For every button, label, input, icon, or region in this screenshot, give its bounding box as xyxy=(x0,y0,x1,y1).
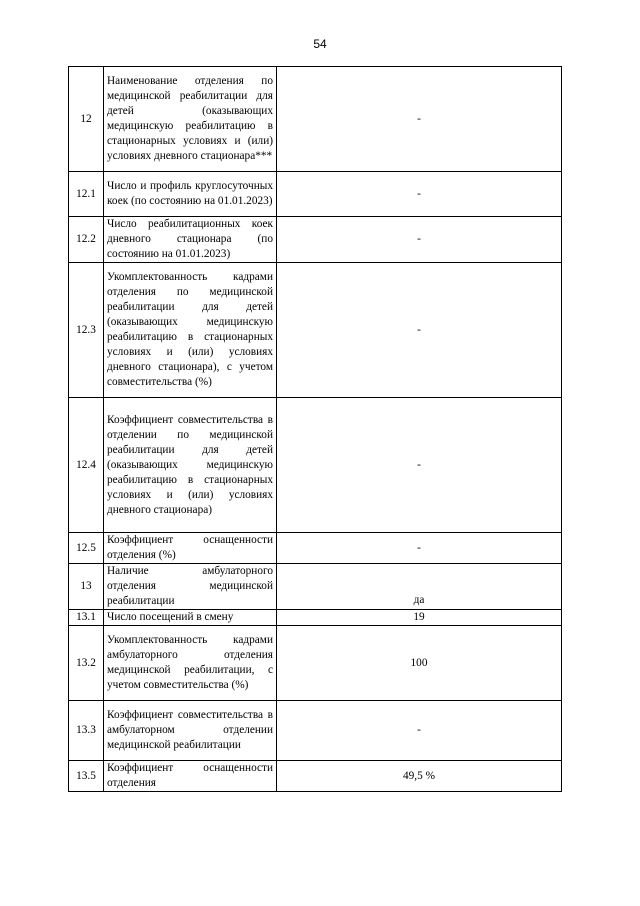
table-row xyxy=(69,67,562,172)
row-name: Коэффициент совместительства в отделении по медицинской реабилитации для детей (оказывающих медицинскую реабилитацию в стационарных условиях и (или) условиях дневного стационара) xyxy=(104,398,277,533)
row-name: Укомплектованность кадрами амбулаторного отделения медицинской реабилитации, с учетом совместительства (%) xyxy=(104,626,277,701)
row-number: 12.3 xyxy=(69,263,104,398)
row-name: Наименование отделения по медицинской реабилитации для детей (оказывающих медицинскую реабилитацию в стационарных условиях и (или) условиях дневного стационара*** xyxy=(104,67,277,172)
table-row xyxy=(69,701,562,761)
row-number: 13 xyxy=(69,564,104,610)
row-number: 13.5 xyxy=(69,761,104,792)
table-row xyxy=(69,626,562,701)
row-name: Число реабилитационных коек дневного стационара (по состоянию на 01.01.2023) xyxy=(104,217,277,263)
row-value: - xyxy=(277,67,562,172)
row-name: Наличие амбулаторного отделения медицинской реабилитации xyxy=(104,564,277,610)
row-number: 12.4 xyxy=(69,398,104,533)
indicators-table xyxy=(68,66,562,792)
table-row xyxy=(69,398,562,533)
page-number: 54 xyxy=(313,37,327,51)
row-name: Коэффициент совместительства в амбулаторном отделении медицинской реабилитации xyxy=(104,701,277,761)
table-row xyxy=(69,172,562,217)
row-number: 12.2 xyxy=(69,217,104,263)
table-row xyxy=(69,564,562,610)
row-number: 13.1 xyxy=(69,610,104,626)
row-name: Коэффициент оснащенности отделения xyxy=(104,761,277,792)
row-value: да xyxy=(277,564,562,610)
table-row xyxy=(69,533,562,564)
row-value: - xyxy=(277,217,562,263)
row-number: 12 xyxy=(69,67,104,172)
table-row xyxy=(69,263,562,398)
row-value: 100 xyxy=(277,626,562,701)
table-row xyxy=(69,217,562,263)
row-name: Число и профиль круглосуточных коек (по состоянию на 01.01.2023) xyxy=(104,172,277,217)
row-name: Коэффициент оснащенности отделения (%) xyxy=(104,533,277,564)
row-value: - xyxy=(277,172,562,217)
table-row xyxy=(69,610,562,626)
row-name: Число посещений в смену xyxy=(104,610,277,626)
row-number: 13.2 xyxy=(69,626,104,701)
row-value: 19 xyxy=(277,610,562,626)
row-value: - xyxy=(277,701,562,761)
row-number: 12.5 xyxy=(69,533,104,564)
table-row xyxy=(69,761,562,792)
row-number: 12.1 xyxy=(69,172,104,217)
row-value: - xyxy=(277,398,562,533)
row-value: - xyxy=(277,263,562,398)
row-name: Укомплектованность кадрами отделения по медицинской реабилитации для детей (оказывающих медицинскую реабилитацию в стационарных условиях и (или) условиях дневного стационара), с учетом совместительства (%) xyxy=(104,263,277,398)
row-value: 49,5 % xyxy=(277,761,562,792)
row-value: - xyxy=(277,533,562,564)
row-number: 13.3 xyxy=(69,701,104,761)
